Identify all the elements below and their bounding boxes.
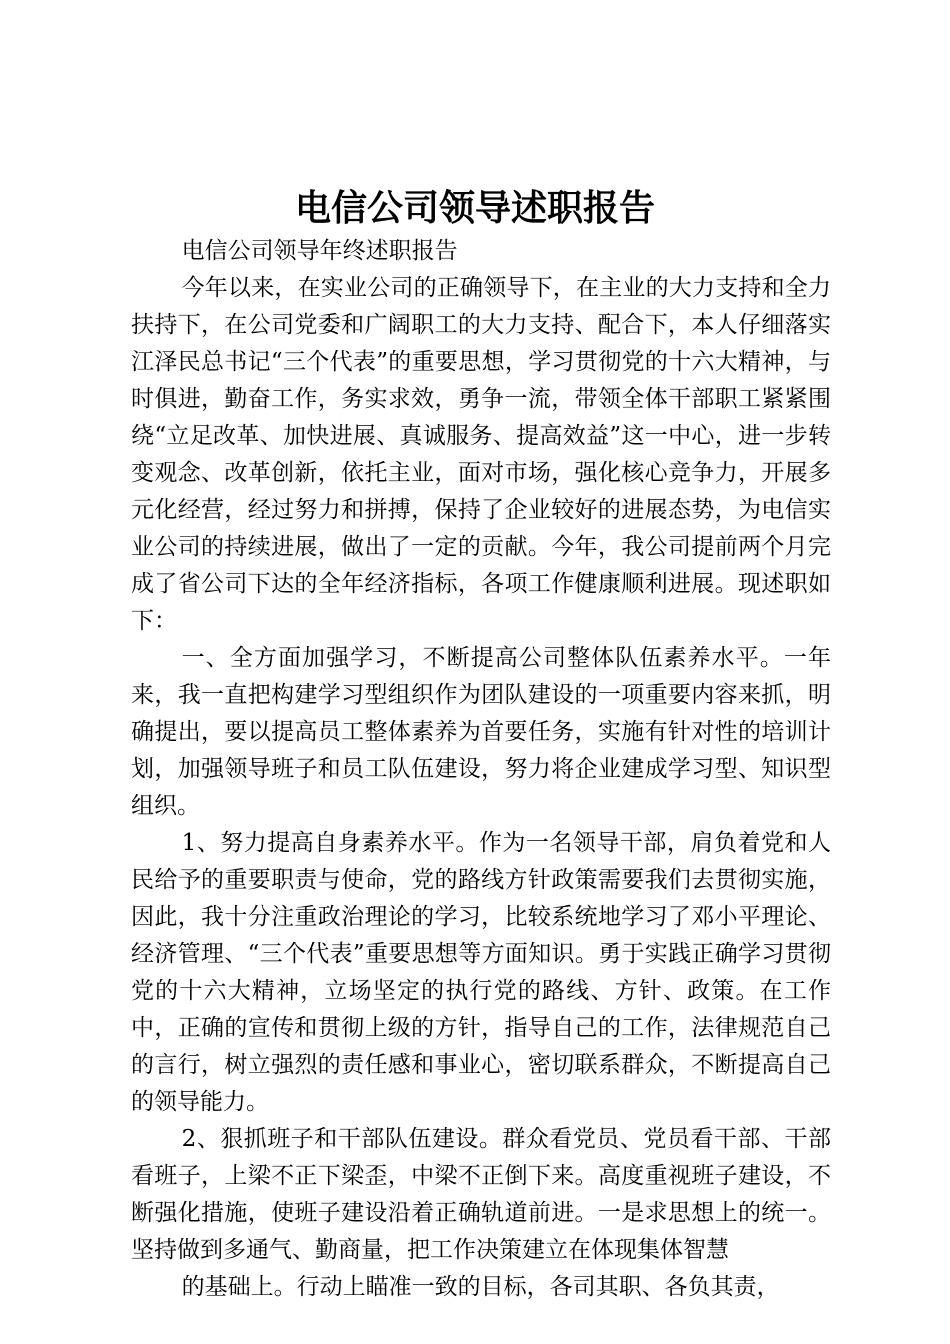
- document-subtitle: 电信公司领导年终述职报告: [181, 238, 458, 264]
- paragraph-intro: 今年以来，在实业公司的正确领导下，在主业的大力支持和全力扶持下，在公司党委和广阔职工的大力支持、配合下，本人仔细落实江泽民总书记“三个代表”的重要思想，学习贯彻党的十六大精神，与时俱进，勤奋工作，务实求效，勇争一流，带领全体干部职工紧紧围绕“立足改革、加快进展、真诚服务、提高效益”这一中心，进一步转变观念、改革创新，依托主业，面对市场，强化核心竞争力，开展多元化经营，经过努力和拼搏，保持了企业较好的进展态势，为电信实业公司的持续进展，做出了一定的贡献。今年，我公司提前两个月完成了省公司下达的全年经济指标，各项工作健康顺利进展。现述职如下：: [131, 275, 831, 634]
- document-body: [131, 233, 831, 1306]
- document-title: 电信公司领导述职报告: [294, 187, 655, 229]
- paragraph-item-1: 1、努力提高自身素养水平。作为一名领导干部，肩负着党和人民给予的重要职责与使命，党的路线方针政策需要我们去贯彻实施，因此，我十分注重政治理论的学习，比较系统地学习了邓小平理论、经济管理、“三个代表”重要思想等方面知识。勇于实践正确学习贯彻党的十六大精神，立场坚定的执行党的路线、方针、政策。在工作中，正确的宣传和贯彻上级的方针，指导自己的工作，法律规范自己的言行，树立强烈的责任感和事业心，密切联系群众，不断提高自己的领导能力。: [131, 830, 831, 1115]
- paragraph-section-1: 一、全方面加强学习，不断提高公司整体队伍素养水平。一年来，我一直把构建学习型组织作为团队建设的一项重要内容来抓，明确提出，要以提高员工整体素养为首要任务，实施有针对性的培训计划，加强领导班子和员工队伍建设，努力将企业建成学习型、知识型组织。: [131, 645, 831, 819]
- paragraph-continuation: 的基础上。行动上瞄准一致的目标，各司其职、各负其责，: [181, 1274, 780, 1300]
- paragraph-item-2: 2、狠抓班子和干部队伍建设。群众看党员、党员看干部、干部看班子，上梁不正下梁歪，中梁不正倒下来。高度重视班子建设，不断强化措施，使班子建设沿着正确轨道前进。一是求思想上的统一。坚持做到多通气、勤商量，把工作决策建立在体现集体智慧: [131, 1126, 831, 1263]
